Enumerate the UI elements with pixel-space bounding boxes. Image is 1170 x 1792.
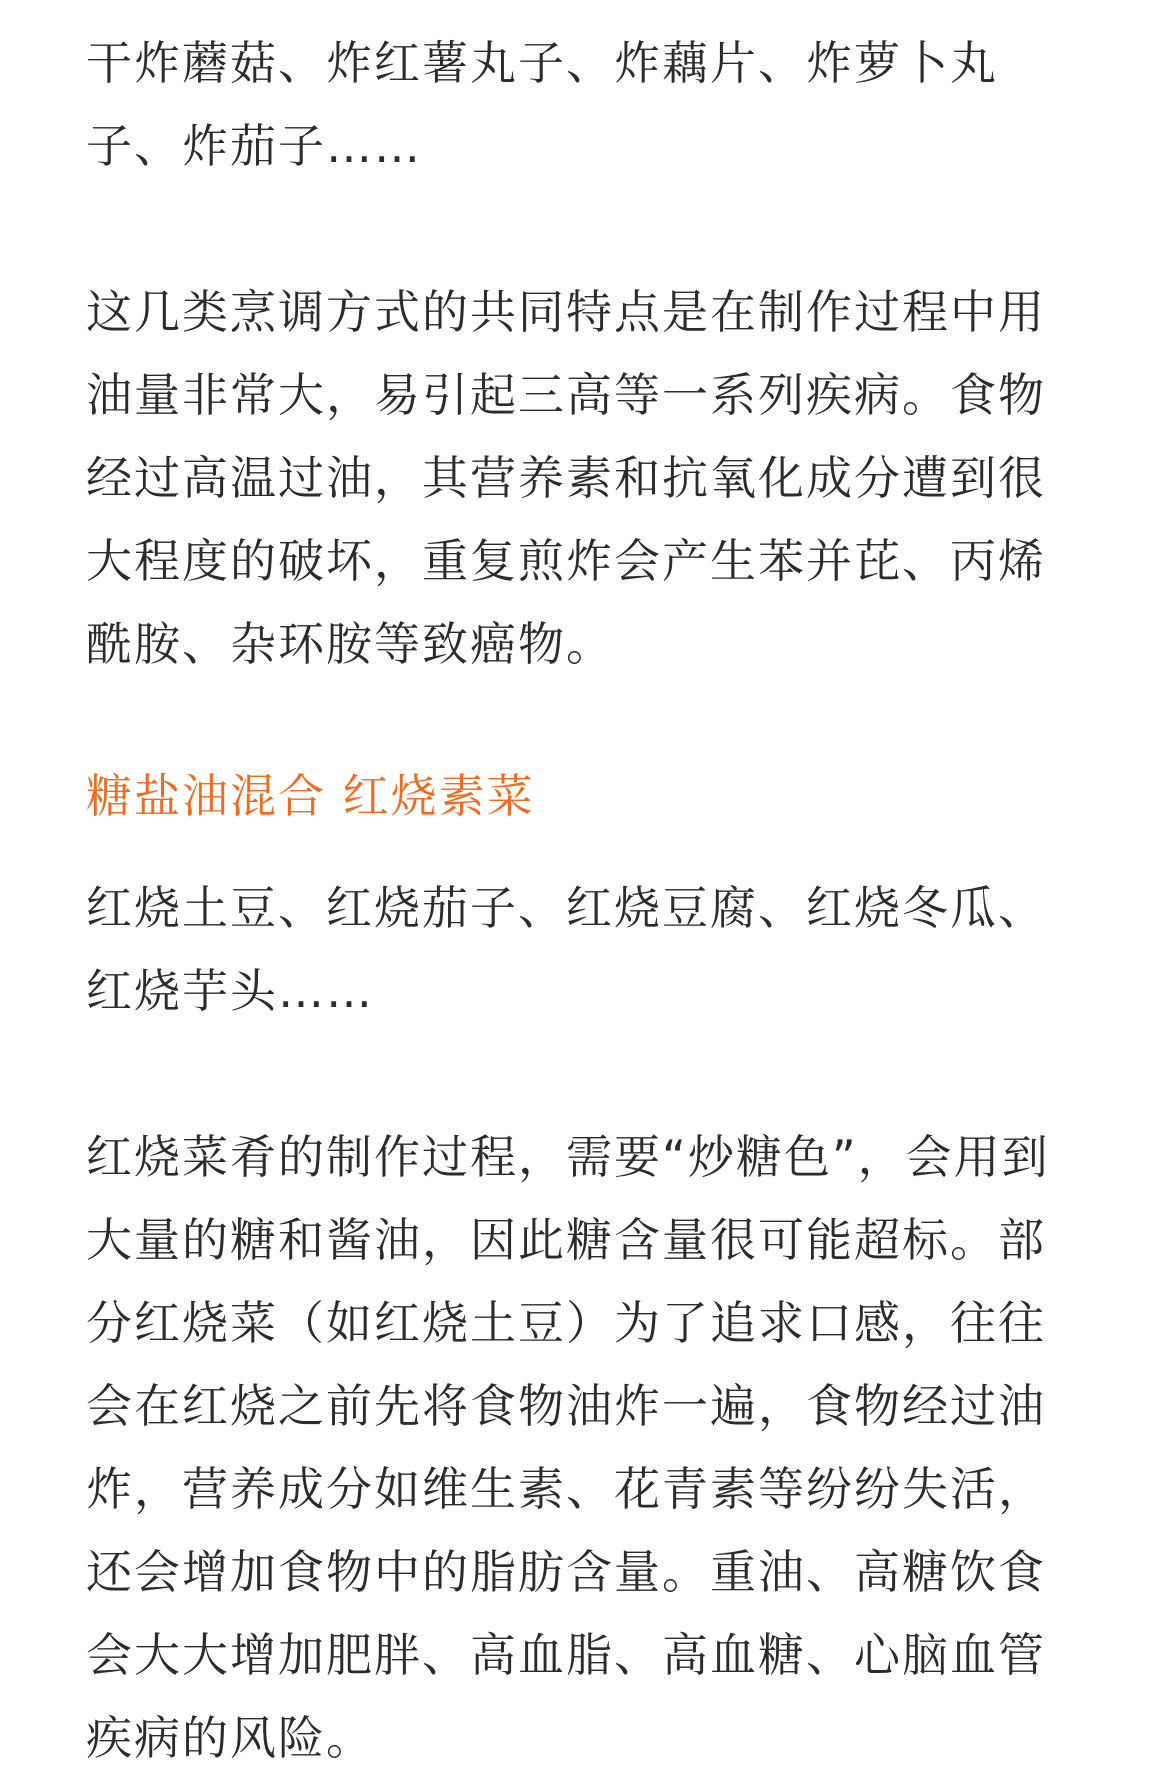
text-line: 子、炸茄子…… — [86, 119, 422, 173]
text-line: 分红烧菜（如红烧土豆）为了追求口感，往往 — [86, 1296, 1046, 1350]
section-heading — [86, 755, 535, 838]
text-line: 红烧菜肴的制作过程，需要“炒糖色”，会用到 — [86, 1130, 1050, 1184]
text-line: 红烧土豆、红烧茄子、红烧豆腐、红烧冬瓜、 — [86, 881, 1046, 935]
text-line: 酰胺、杂环胺等致癌物。 — [86, 617, 614, 671]
text-line: 油量非常大，易引起三高等一系列疾病。食物 — [86, 368, 1046, 422]
text-line: 会在红烧之前先将食物油炸一遍，食物经过油 — [86, 1379, 1046, 1433]
section-heading-text: 糖盐油混合 红烧素菜 — [86, 769, 535, 823]
text-line: 红烧芋头…… — [86, 964, 374, 1018]
text-line: 这几类烹调方式的共同特点是在制作过程中用 — [86, 285, 1046, 339]
text-line: 还会增加食物中的脂肪含量。重油、高糖饮食 — [86, 1545, 1046, 1599]
intro-food-list — [86, 22, 998, 188]
braised-food-list — [86, 867, 1046, 1033]
fried-food-paragraph — [86, 271, 1046, 686]
text-line: 疾病的风险。 — [86, 1711, 374, 1765]
text-line: 会大大增加肥胖、高血脂、高血糖、心脑血管 — [86, 1628, 1046, 1682]
braised-food-paragraph — [86, 1116, 1050, 1780]
text-line: 经过高温过油，其营养素和抗氧化成分遭到很 — [86, 451, 1046, 505]
text-line: 大量的糖和酱油，因此糖含量很可能超标。部 — [86, 1213, 1046, 1267]
text-line: 干炸蘑菇、炸红薯丸子、炸藕片、炸萝卜丸 — [86, 36, 998, 90]
text-line: 炸，营养成分如维生素、花青素等纷纷失活， — [86, 1462, 1046, 1516]
text-line: 大程度的破坏，重复煎炸会产生苯并芘、丙烯 — [86, 534, 1046, 588]
